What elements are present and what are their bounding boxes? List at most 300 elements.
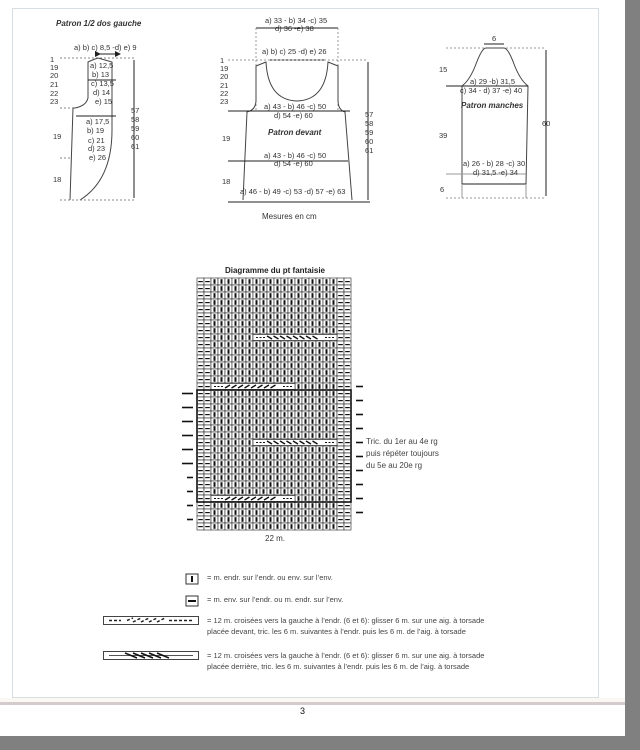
knit-mark [312, 307, 314, 312]
knit-mark [221, 293, 223, 298]
knit-mark [221, 314, 223, 319]
knit-mark [277, 307, 279, 312]
knit-mark [249, 293, 251, 298]
knit-mark [305, 384, 307, 389]
knit-mark [277, 475, 279, 480]
knit-mark [319, 475, 321, 480]
knit-mark [249, 482, 251, 487]
knit-mark [214, 489, 216, 494]
knit-mark [298, 489, 300, 494]
knit-mark [284, 356, 286, 361]
purl-mark [338, 365, 343, 366]
knit-mark [305, 391, 307, 396]
knit-mark [326, 419, 328, 424]
knit-mark [249, 524, 251, 529]
knit-mark [305, 482, 307, 487]
knit-mark [333, 482, 335, 487]
knit-mark [319, 454, 321, 459]
purl-mark [198, 302, 203, 303]
purl-mark [338, 386, 343, 387]
neck-d: d) 14 [93, 88, 111, 97]
knit-mark [333, 356, 335, 361]
knit-mark [298, 363, 300, 368]
purl-mark [205, 512, 210, 513]
knit-mark [228, 524, 230, 529]
knit-mark [319, 286, 321, 291]
knit-mark [319, 503, 321, 508]
knit-mark [256, 314, 258, 319]
knit-mark [270, 328, 272, 333]
knit-mark [256, 391, 258, 396]
front-armhole-h2: 20 [220, 72, 229, 81]
knit-mark [298, 524, 300, 529]
knit-mark [284, 370, 286, 375]
knit-mark [214, 328, 216, 333]
purl-mark [198, 456, 203, 457]
knit-mark [298, 468, 300, 473]
purl-mark [198, 281, 203, 282]
knit-mark [305, 286, 307, 291]
armhole-h0: 1 [50, 55, 55, 64]
knit-mark [256, 433, 258, 438]
knit-mark [242, 335, 244, 340]
knit-mark [326, 342, 328, 347]
knit-mark [319, 307, 321, 312]
purl-mark [338, 463, 343, 464]
knit-mark [214, 363, 216, 368]
knit-mark [256, 489, 258, 494]
knit-mark [235, 328, 237, 333]
knit-mark [277, 342, 279, 347]
knit-mark [228, 335, 230, 340]
stitch-chart [180, 274, 400, 544]
knit-mark [256, 482, 258, 487]
knit-mark [221, 475, 223, 480]
knit-mark [256, 328, 258, 333]
knit-mark [326, 356, 328, 361]
knit-mark [312, 321, 314, 326]
knit-mark [284, 342, 286, 347]
purl-mark [345, 323, 350, 324]
knit-mark [312, 405, 314, 410]
knit-mark [319, 517, 321, 522]
knit-mark [298, 349, 300, 354]
page-number: 3 [300, 706, 306, 716]
knit-mark [242, 286, 244, 291]
front-hem-width: a) 46 - b) 49 -c) 53 -d) 57 -e) 63 [240, 187, 346, 196]
knit-mark [270, 405, 272, 410]
purl-mark [198, 512, 203, 513]
knit-mark [235, 475, 237, 480]
knit-mark [305, 356, 307, 361]
purl-mark [345, 456, 350, 457]
knit-mark [291, 489, 293, 494]
purl-mark [338, 379, 343, 380]
purl-mark [205, 407, 210, 408]
knit-mark [305, 342, 307, 347]
knit-mark [270, 489, 272, 494]
knit-mark [284, 363, 286, 368]
knit-mark [249, 349, 251, 354]
knit-mark [263, 503, 265, 508]
purl-mark [198, 344, 203, 345]
legend-text: = 12 m. croisées vers la gauche à l’endr. (6 et 6): glisser 6 m. sur une aig. à torsade placée derrière, tric. les 6 m. suivantes à l’endr. puis les 6 m. de l’aig. à torsade [207, 651, 485, 671]
sleeve-upper-1: a) 29 -b) 31,5 [470, 77, 516, 86]
knit-mark [235, 468, 237, 473]
knit-mark [228, 321, 230, 326]
knit-mark [305, 321, 307, 326]
purl-mark [345, 477, 350, 478]
knit-mark [305, 412, 307, 417]
knit-mark [235, 503, 237, 508]
knit-mark [249, 300, 251, 305]
knit-mark [333, 328, 335, 333]
knit-mark [326, 321, 328, 326]
knit-mark [263, 342, 265, 347]
knit-mark [249, 307, 251, 312]
knit-mark [298, 461, 300, 466]
knit-mark [270, 524, 272, 529]
purl-mark [205, 442, 210, 443]
purl-mark [345, 386, 350, 387]
knit-mark [214, 307, 216, 312]
knit-mark [214, 300, 216, 305]
knit-mark [312, 496, 314, 501]
knit-mark [298, 300, 300, 305]
knit-mark [256, 279, 258, 284]
front-bottom-height: 18 [222, 177, 231, 186]
knit-mark [291, 517, 293, 522]
knit-mark [305, 398, 307, 403]
knit-mark [249, 405, 251, 410]
knit-mark [284, 321, 286, 326]
purl-mark [198, 400, 203, 401]
knit-mark [270, 412, 272, 417]
purl-symbol-icon [185, 595, 199, 607]
knit-mark [291, 398, 293, 403]
knit-mark [305, 447, 307, 452]
front-outline-left [243, 66, 256, 200]
knit-mark [326, 412, 328, 417]
knit-mark [291, 328, 293, 333]
knit-mark [326, 510, 328, 515]
chart-note: Tric. du 1er au 4e rg puis répéter toujours du 5e au 20e rg [366, 437, 439, 470]
knit-mark [333, 279, 335, 284]
knit-mark [242, 321, 244, 326]
neck-e: e) 15 [95, 97, 113, 106]
knit-mark [298, 279, 300, 284]
knit-mark [319, 279, 321, 284]
knit-mark [305, 489, 307, 494]
knit-mark [221, 398, 223, 403]
knit-mark [228, 461, 230, 466]
knit-mark [305, 370, 307, 375]
knit-mark [277, 468, 279, 473]
purl-mark [205, 330, 210, 331]
knit-mark [228, 307, 230, 312]
knit-mark [319, 384, 321, 389]
knit-mark [263, 461, 265, 466]
purl-mark [205, 505, 210, 506]
knit-mark [214, 454, 216, 459]
knit-mark [291, 461, 293, 466]
knit-mark [305, 496, 307, 501]
knit-mark [221, 328, 223, 333]
purl-mark [345, 372, 350, 373]
knit-mark [319, 447, 321, 452]
legend-text: = m. env. sur l’endr. ou m. endr. sur l’env. [207, 595, 344, 604]
front-chest-2: d) 54 -e) 60 [274, 111, 313, 120]
knit-mark [249, 321, 251, 326]
knit-mark [333, 405, 335, 410]
knit-mark [312, 468, 314, 473]
knit-mark [319, 356, 321, 361]
front-top-width-2: d) 36 -e) 38 [275, 24, 314, 33]
knit-mark [256, 419, 258, 424]
knit-mark [319, 349, 321, 354]
knit-mark [256, 286, 258, 291]
knit-mark [228, 377, 230, 382]
knit-mark [319, 363, 321, 368]
purl-mark [198, 463, 203, 464]
purl-mark [205, 400, 210, 401]
knit-mark [221, 356, 223, 361]
knit-mark [312, 412, 314, 417]
knit-mark [277, 454, 279, 459]
knit-mark [284, 517, 286, 522]
knit-mark [312, 517, 314, 522]
knit-mark [256, 398, 258, 403]
purl-mark [338, 344, 343, 345]
knit-mark [263, 412, 265, 417]
chart-xlabel: 22 m. [265, 534, 286, 543]
sleeve-top-width: 6 [492, 34, 497, 43]
knit-mark [228, 398, 230, 403]
knit-mark [312, 363, 314, 368]
purl-mark [345, 281, 350, 282]
knit-mark [221, 447, 223, 452]
knit-mark [228, 412, 230, 417]
purl-mark [198, 414, 203, 415]
knit-mark [333, 524, 335, 529]
purl-mark [205, 351, 210, 352]
purl-mark [198, 309, 203, 310]
purl-mark [345, 358, 350, 359]
purl-mark [198, 337, 203, 338]
knit-mark [284, 489, 286, 494]
knit-mark [221, 440, 223, 445]
purl-mark [198, 491, 203, 492]
front-total-h0: 57 [365, 110, 374, 119]
knit-mark [270, 510, 272, 515]
knit-mark [221, 279, 223, 284]
knit-mark [249, 391, 251, 396]
chest-c: c) 21 [88, 136, 105, 145]
knit-mark [305, 405, 307, 410]
purl-mark [198, 435, 203, 436]
knit-mark [298, 426, 300, 431]
knit-mark [291, 314, 293, 319]
sleeve-cap-height: 15 [439, 65, 448, 74]
knit-mark [298, 405, 300, 410]
knit-mark [221, 307, 223, 312]
purl-mark [345, 302, 350, 303]
knit-mark [270, 426, 272, 431]
knit-mark [277, 447, 279, 452]
purl-mark [345, 344, 350, 345]
knit-mark [228, 314, 230, 319]
knit-mark [298, 342, 300, 347]
knit-mark [298, 321, 300, 326]
knit-mark [242, 440, 244, 445]
knit-mark [277, 321, 279, 326]
knit-mark [312, 384, 314, 389]
purl-mark [338, 302, 343, 303]
knit-mark [319, 510, 321, 515]
knit-mark [326, 454, 328, 459]
knit-mark [333, 433, 335, 438]
knit-mark [291, 433, 293, 438]
knit-mark [242, 300, 244, 305]
back-total-h3: 60 [131, 133, 140, 142]
purl-mark [205, 491, 210, 492]
knit-mark [221, 468, 223, 473]
knit-mark [326, 482, 328, 487]
knit-mark [326, 475, 328, 480]
purl-mark [338, 309, 343, 310]
knit-mark [263, 447, 265, 452]
knit-mark [256, 426, 258, 431]
purl-mark [198, 358, 203, 359]
purl-mark [338, 330, 343, 331]
knit-mark [298, 412, 300, 417]
knit-mark [235, 391, 237, 396]
knit-mark [326, 370, 328, 375]
knit-mark [277, 419, 279, 424]
purl-mark [205, 393, 210, 394]
armhole-h1: 19 [50, 63, 59, 72]
purl-mark [338, 288, 343, 289]
purl-mark [198, 421, 203, 422]
purl-mark [338, 316, 343, 317]
knit-mark [263, 300, 265, 305]
knit-mark [312, 342, 314, 347]
purl-mark [205, 379, 210, 380]
knit-mark [270, 517, 272, 522]
knit-mark [319, 496, 321, 501]
knit-mark [214, 482, 216, 487]
knit-mark [249, 419, 251, 424]
knit-mark [228, 391, 230, 396]
knit-mark [242, 377, 244, 382]
knit-mark [319, 412, 321, 417]
knit-mark [242, 370, 244, 375]
knit-mark [333, 496, 335, 501]
knit-mark [305, 349, 307, 354]
knit-mark [270, 356, 272, 361]
purl-mark [198, 442, 203, 443]
knit-mark [277, 503, 279, 508]
knit-mark [235, 426, 237, 431]
knit-mark [277, 510, 279, 515]
knit-mark [249, 461, 251, 466]
knit-mark [235, 489, 237, 494]
knit-mark [298, 419, 300, 424]
knit-mark [214, 510, 216, 515]
knit-mark [263, 328, 265, 333]
knit-mark [326, 307, 328, 312]
knit-mark [228, 426, 230, 431]
knit-mark [305, 279, 307, 284]
knit-mark [319, 405, 321, 410]
purl-mark [338, 393, 343, 394]
knit-mark [270, 461, 272, 466]
knit-mark [256, 412, 258, 417]
knit-mark [270, 468, 272, 473]
front-armhole-h1: 19 [220, 64, 229, 73]
knit-mark [312, 314, 314, 319]
knit-mark [235, 524, 237, 529]
knit-mark [319, 489, 321, 494]
knit-mark [298, 377, 300, 382]
knit-mark [312, 391, 314, 396]
purl-mark [205, 309, 210, 310]
purl-mark [205, 316, 210, 317]
knit-mark [305, 517, 307, 522]
knit-mark [291, 510, 293, 515]
purl-mark [205, 295, 210, 296]
knit-mark [319, 293, 321, 298]
knit-mark [221, 349, 223, 354]
knit-mark [291, 321, 293, 326]
knit-mark [319, 461, 321, 466]
knit-mark [235, 482, 237, 487]
purl-mark [205, 372, 210, 373]
knit-mark [249, 426, 251, 431]
legend-text: = 12 m. croisées vers la gauche à l’endr. (6 et 6): glisser 6 m. sur une aig. à torsade placée devant, tric. les 6 m. suivantes à l’endr. puis les 6 m. de l’aig. à torsade [207, 616, 485, 636]
knit-mark [242, 405, 244, 410]
knit-mark [277, 293, 279, 298]
knit-mark [277, 482, 279, 487]
cable-back-symbol-icon [103, 651, 199, 661]
knit-mark [214, 468, 216, 473]
knit-mark [298, 328, 300, 333]
purl-mark [198, 519, 203, 520]
knit-mark [228, 510, 230, 515]
knit-mark [228, 279, 230, 284]
sleeve-upper-2: c) 34 - d) 37 -e) 40 [460, 86, 523, 95]
knit-mark [242, 489, 244, 494]
knit-mark [214, 321, 216, 326]
purl-mark [338, 407, 343, 408]
knit-mark [214, 440, 216, 445]
knit-mark [284, 391, 286, 396]
knit-mark [284, 314, 286, 319]
knit-mark [312, 524, 314, 529]
knit-mark [277, 300, 279, 305]
purl-mark [205, 526, 210, 527]
knit-mark [270, 370, 272, 375]
purl-mark [338, 323, 343, 324]
purl-mark [345, 288, 350, 289]
knit-mark [263, 356, 265, 361]
knit-mark [312, 279, 314, 284]
purl-mark [345, 491, 350, 492]
purl-mark [338, 470, 343, 471]
purl-mark [205, 463, 210, 464]
knit-mark [228, 300, 230, 305]
knit-mark [284, 328, 286, 333]
